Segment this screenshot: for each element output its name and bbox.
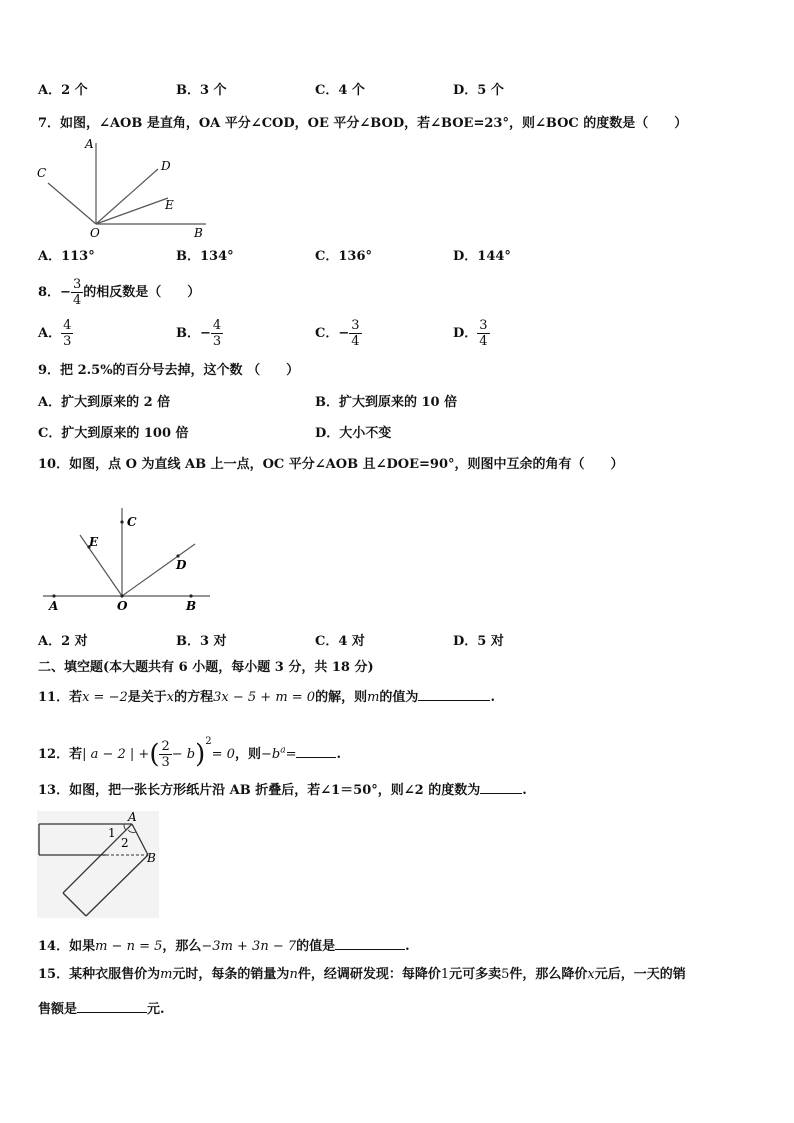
q7-option-b: B．134°: [176, 249, 234, 264]
q7-label-o: O: [90, 226, 100, 240]
q6-option-b: B．3 个: [176, 83, 227, 98]
q8-option-d: D． $\frac{3}{4}$: [453, 318, 488, 349]
q6-option-a: A．2 个: [38, 83, 88, 98]
q7-figure: [30, 133, 215, 243]
q10-option-a: A．2 对: [38, 634, 88, 649]
q13-label-a: A: [128, 810, 137, 824]
q13-label-2: 2: [121, 836, 129, 850]
q7-option-d: D．144°: [453, 249, 511, 264]
q13-figure: [36, 810, 161, 920]
q14-answer-blank: [335, 935, 405, 950]
q12-answer-blank: [296, 743, 336, 758]
q6-option-c: C．4 个: [315, 83, 365, 98]
q15-stem-line2: 售额是 元.: [38, 998, 165, 1019]
q10-figure: [40, 490, 215, 615]
q7-label-e: E: [165, 198, 174, 212]
q10-label-c: C: [127, 515, 137, 529]
q7-stem: 7．如图，∠AOB 是直角，OA 平分∠COD，OE 平分∠BOD，若∠BOE=23°，则∠BOC 的度数是（ ）: [38, 116, 688, 131]
q8-fraction: $\frac{3}{4}$: [72, 277, 82, 308]
q8-option-b: B．− $\frac{4}{3}$: [176, 318, 222, 349]
q13-label-b: B: [147, 851, 156, 865]
q9-option-b: B．扩大到原来的 10 倍: [315, 395, 458, 410]
q8-option-a: A． $\frac{4}{3}$: [38, 318, 72, 349]
q8-option-c: C．− $\frac{3}{4}$: [315, 318, 360, 349]
q12-stem: 12．若| a − 2 | +( $\frac{2}{3}$ − b)$^2$= 0，则$-b^a=$ .: [38, 736, 341, 770]
q15-answer-blank: [77, 998, 147, 1013]
q10-label-b: B: [186, 599, 197, 613]
q9-stem: 9．把 2.5%的百分号去掉，这个数 （ ）: [38, 363, 300, 378]
q10-label-e: E: [89, 535, 99, 549]
q9-option-a: A．扩大到原来的 2 倍: [38, 395, 171, 410]
section-heading: 二、填空题(本大题共有 6 小题，每小题 3 分，共 18 分): [38, 660, 374, 675]
q7-label-d: D: [161, 159, 171, 173]
q8-prefix: 8．−: [38, 285, 71, 300]
q6-option-d: D．5 个: [453, 83, 504, 98]
q7-label-b: B: [194, 226, 203, 240]
q7-option-c: C．136°: [315, 249, 372, 264]
q8-stem: [38, 277, 200, 308]
q10-stem: 10．如图，点 O 为直线 AB 上一点，OC 平分∠AOB 且∠DOE=90°，则图中互余的角有（ ）: [38, 457, 624, 472]
q11-stem: 11．若x = −2是关于x的方程3x − 5 + m = 0的解，则m的值为 .: [38, 686, 495, 707]
q8-suffix: 的相反数是（ ）: [83, 285, 201, 300]
q10-label-d: D: [176, 558, 187, 572]
q13-stem: 13．如图，把一张长方形纸片沿 AB 折叠后，若∠1＝50°，则∠2 的度数为 .: [38, 779, 527, 800]
q15-stem: 15．某种衣服售价为m元时，每条的销量为n件，经调研发现：每降价1元可多卖5件，那么降价x元后，一天的销: [38, 967, 686, 982]
q10-option-c: C．4 对: [315, 634, 365, 649]
q9-option-d: D．大小不变: [315, 426, 392, 441]
q13-answer-blank: [480, 779, 522, 794]
q7-option-a: A．113°: [38, 249, 95, 264]
q11-answer-blank: [418, 686, 490, 701]
q13-label-1: 1: [108, 826, 116, 840]
q10-label-a: A: [49, 599, 59, 613]
q10-option-b: B．3 对: [176, 634, 227, 649]
q9-option-c: C．扩大到原来的 100 倍: [38, 426, 189, 441]
q14-stem: 14．如果m − n = 5，那么−3m + 3n − 7的值是 .: [38, 935, 410, 956]
q7-label-a: A: [85, 137, 94, 151]
q10-label-o: O: [117, 599, 128, 613]
q10-option-d: D．5 对: [453, 634, 504, 649]
q7-label-c: C: [37, 166, 47, 180]
